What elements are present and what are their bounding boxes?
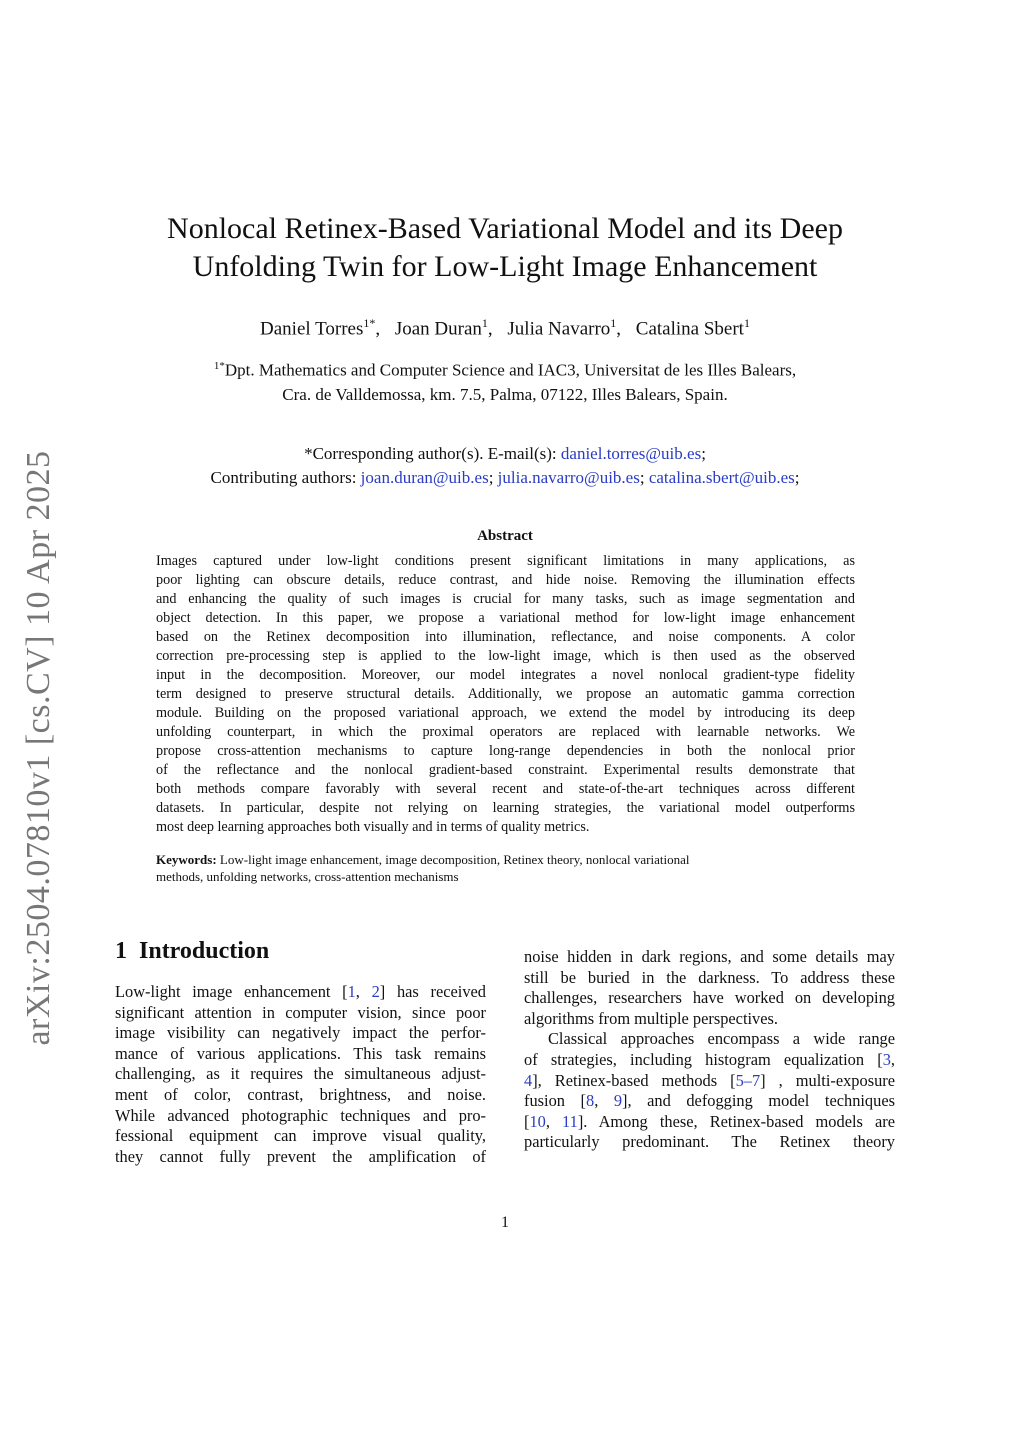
body-line — [524, 988, 895, 1009]
title-line-1: Nonlocal Retinex-Based Variational Model and its Deep — [167, 212, 843, 245]
citation-link[interactable]: 8 — [585, 1091, 595, 1111]
author-list: Daniel Torres$^{1*}$, Joan Duran$^1$, Julia Navarro$^1$, Catalina Sbert$^1$ — [260, 316, 750, 340]
email-separator: ; — [794, 468, 800, 487]
abstract-line: based on the Retinex decomposition into illumination, reflectance, and noise components. A color — [156, 629, 855, 645]
email-separator: ; — [639, 468, 645, 487]
title-line-2: Unfolding Twin for Low-Light Image Enhancement — [192, 250, 818, 283]
body-line — [524, 1132, 895, 1153]
body-text: noise hidden in dark regions, and some details may — [524, 947, 895, 966]
abstract-line: most deep learning approaches both visually and in terms of quality metrics. — [156, 819, 590, 835]
abstract-line: input in the decomposition. Moreover, our model integrates a novel nonlocal gradient-type fidelity — [156, 667, 855, 683]
body-text: image visibility can negatively impact the perfor- — [115, 1023, 486, 1043]
abstract-line: poor lighting can obscure details, reduce contrast, and hide noise. Removing the illumination effects — [156, 572, 855, 588]
right-column — [524, 947, 895, 1153]
section-title-text: Introduction — [139, 938, 270, 964]
body-text: ], and defogging model techniques — [622, 1091, 895, 1111]
abstract-line: term designed to preserve structural details. Additionally, we propose an automatic gamma correction — [156, 686, 855, 702]
body-line — [524, 1050, 895, 1071]
body-text: Low-light image enhancement [ — [115, 982, 348, 1001]
keywords-label: Keywords: — [156, 852, 217, 867]
left-column — [115, 982, 486, 1167]
abstract-line: datasets. In particular, despite not relying on learning strategies, the variational model outperforms — [156, 800, 855, 816]
abstract-line: and enhancing the quality of such images is crucial for many tasks, such as image segmentation and — [156, 591, 855, 607]
citation-link[interactable]: 3 — [882, 1049, 891, 1069]
section-heading — [115, 938, 269, 965]
author-name: Daniel Torres — [260, 318, 364, 340]
body-text: ] , multi-exposure — [760, 1070, 895, 1090]
abstract-heading: Abstract — [477, 528, 533, 544]
author-affil-mark: 1 — [481, 316, 488, 330]
abstract-line: module. Building on the proposed variational approach, we extend the model by introducing its deep — [156, 705, 855, 721]
citation-link[interactable]: 1 — [347, 982, 356, 1001]
paper-title — [150, 210, 860, 286]
contributing-label: Contributing authors: — [210, 468, 361, 487]
email-separator: ; — [701, 444, 706, 463]
body-text: particularly predominant. The Retinex theory — [524, 1132, 895, 1152]
body-line — [524, 1091, 895, 1112]
contributing-email-link[interactable]: catalina.sbert@uib.es — [648, 468, 795, 487]
abstract-line: object detection. In this paper, we propose a variational method for low-light image enhancement — [156, 610, 855, 626]
body-text: Classical approaches encompass a wide range — [548, 1029, 895, 1049]
arxiv-side-stamp — [10, 448, 68, 1048]
affiliation — [130, 354, 880, 407]
body-text: While advanced photographic techniques and pro- — [115, 1105, 486, 1125]
body-text: [ — [524, 1111, 530, 1131]
body-line — [115, 1044, 486, 1065]
citation-link[interactable]: 2 — [371, 982, 380, 1001]
body-text: ]. Among these, Retinex-based models are — [577, 1111, 895, 1131]
author-affil-mark: 1* — [363, 316, 376, 330]
section-number: 1 — [115, 938, 127, 964]
body-text: they cannot fully prevent the amplification of — [115, 1146, 486, 1166]
citation-link[interactable]: 11 — [562, 1111, 578, 1131]
body-line — [524, 1029, 895, 1050]
author-name: Catalina Sbert — [635, 318, 744, 340]
contributing-email-link[interactable]: joan.duran@uib.es — [360, 468, 489, 487]
body-text: mance of various applications. This task remains — [115, 1043, 486, 1063]
author-affil-mark: 1 — [743, 316, 750, 330]
body-text: challenging, as it requires the simultaneous adjust- — [115, 1064, 486, 1084]
abstract-body — [156, 552, 855, 837]
body-line — [115, 1106, 486, 1127]
body-text: , — [545, 1111, 563, 1131]
corresponding-label: *Corresponding author(s). E-mail(s): — [304, 444, 561, 463]
keywords-line-1: Low-light image enhancement, image decomposition, Retinex theory, nonlocal variational — [216, 852, 690, 867]
abstract-line: propose cross-attention mechanisms to capture long-range dependencies in both the nonlocal prior — [156, 743, 855, 759]
body-text: of strategies, including histogram equalization [ — [524, 1049, 883, 1069]
author-affil-mark: 1 — [610, 316, 617, 330]
abstract-line: unfolding counterpart, in which the proximal operators are replaced with learnable networks. We — [156, 724, 855, 740]
affiliation-line-1: Dpt. Mathematics and Computer Science and IAC3, Universitat de les Illes Balears, — [224, 360, 797, 380]
body-line — [524, 947, 895, 968]
page-number: 1 — [501, 1214, 509, 1231]
contributing-email-link[interactable]: julia.navarro@uib.es — [497, 468, 640, 487]
body-text: , — [890, 1049, 895, 1069]
body-line — [115, 982, 486, 1003]
body-text: still be buried in the darkness. To address these — [524, 967, 895, 987]
body-text: fessional equipment can improve visual quality, — [115, 1126, 486, 1146]
body-line — [115, 1126, 486, 1147]
corresponding-email-link[interactable]: daniel.torres@uib.es — [560, 444, 702, 463]
abstract-line: of the reflectance and the nonlocal gradient-based constraint. Experimental results demonstrate that — [156, 762, 855, 778]
body-line — [115, 1023, 486, 1044]
abstract-line: both methods compare favorably with several recent and state-of-the-art techniques across different — [156, 781, 855, 797]
citation-link[interactable]: 9 — [613, 1091, 623, 1111]
citation-link[interactable]: 5–7 — [735, 1070, 761, 1090]
body-text: ] has received — [379, 982, 486, 1001]
body-line — [524, 1009, 895, 1030]
body-text: ment of color, contrast, brightness, and noise. — [115, 1084, 486, 1104]
affiliation-mark: 1* — [213, 360, 225, 372]
body-text: ], Retinex-based methods [ — [532, 1070, 736, 1090]
author-name: Julia Navarro — [507, 318, 611, 340]
body-line — [115, 1003, 486, 1024]
affiliation-line-2: Cra. de Valldemossa, km. 7.5, Palma, 07122, Illes Balears, Spain. — [282, 384, 728, 404]
email-separator: ; — [488, 468, 494, 487]
keywords — [156, 851, 855, 885]
body-line — [524, 1112, 895, 1133]
body-line — [115, 1147, 486, 1168]
body-line — [115, 1085, 486, 1106]
keywords-line-2: methods, unfolding networks, cross-attention mechanisms — [156, 869, 459, 884]
body-text: , — [594, 1091, 614, 1111]
correspondence — [130, 442, 880, 490]
body-text: significant attention in computer vision, since poor — [115, 1002, 486, 1022]
abstract-line: Images captured under low-light conditions present significant limitations in many applications, as — [156, 553, 855, 569]
body-text: algorithms from multiple perspectives. — [524, 1008, 778, 1028]
citation-link[interactable]: 4 — [524, 1070, 533, 1090]
body-text: fusion [ — [524, 1091, 586, 1111]
body-line — [115, 1064, 486, 1085]
arxiv-identifier: arXiv:2504.07810v1 [cs.CV] 10 Apr 2025 — [20, 450, 57, 1046]
body-text: challenges, researchers have worked on developing — [524, 988, 895, 1008]
body-line — [524, 1071, 895, 1092]
citation-link[interactable]: 10 — [529, 1111, 546, 1131]
body-line — [524, 968, 895, 989]
author-name: Joan Duran — [394, 318, 482, 340]
body-text: , — [355, 982, 372, 1001]
abstract-line: correction pre-processing step is applied to the low-light image, which is then used as the observed — [156, 648, 855, 664]
